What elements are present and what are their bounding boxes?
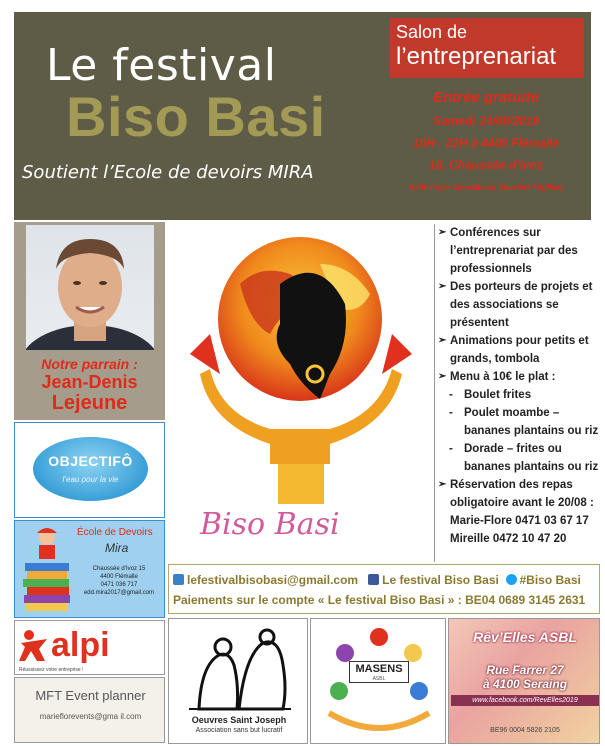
parrain-panel [14,222,165,420]
event-venue: Salle Foyer Don Bosco (derrière l’église) [409,183,563,192]
parrain-label: Notre parrain : [41,356,138,372]
parrain-photo [26,225,154,350]
contact-facebook[interactable]: Le festival Biso Basi [382,573,499,587]
objectif-name: OBJECTIFÔ [48,453,133,469]
contact-line [173,573,581,587]
revelles-facebook[interactable]: www.facebook.com/RevElles2019 [451,695,599,706]
ecole-address-line: Chaussée d’Ivoz 15 [92,566,146,572]
saint-joseph-sub: Association sans but lucratif [195,727,283,734]
revelles-account: BE96 0004 5826 2105 [490,727,560,734]
ecole-address-line: 0471 036 717 [100,582,138,588]
ecole-logo [14,520,165,618]
mft-name: MFT Event planner [35,688,146,703]
program-item: ➢ Des porteurs de projets et des associations se présentent [438,278,600,332]
revelles-title: Rêv’Elles ASBL [473,629,577,645]
alpi-slogan: Réussissez votre entreprise ! [19,667,84,673]
email-icon [173,574,184,585]
salon-line1: Salon de [396,22,468,42]
festival-title-line2: Biso Basi [66,85,326,148]
ecole-address [75,565,163,597]
menu-item: - Boulet frites [438,386,600,404]
mft-box [14,677,165,743]
ecole-name: Mira [105,541,129,555]
program-item: ➢ Menu à 10€ le plat : [438,368,600,386]
event-info [370,88,602,194]
contact-email[interactable]: lefestivalbisobasi@gmail.com [187,573,359,587]
revelles-address-line2: à 4100 Seraing [482,677,568,691]
biso-basi-logo [170,224,432,562]
mft-email: marieflorevents@gma il.com [39,712,142,721]
ecole-address-line: edd.mira2017@gmail.com [83,590,155,596]
alpi-wordmark: alpi [51,626,110,664]
alpi-logo [14,620,165,675]
masens-sub: ASBL [372,676,386,682]
revelles-address-line1: Rue Farrer 27 [486,663,564,677]
menu-item: - Poulet moambe – bananes plantains ou riz [438,404,600,440]
facebook-icon [368,574,379,585]
reservation-contact: Mireille 0472 10 47 20 [450,533,567,545]
ecole-title: École de Devoirs [77,527,153,538]
water-drop-icon [33,437,148,501]
masens-name: MASENS [355,663,403,675]
reservation-contact: Marie-Flore 0471 03 67 17 [450,515,589,527]
event-address: 15, Chaussée d’Ivoz [428,158,544,172]
saint-joseph-name: Oeuvres Saint Joseph [191,715,287,725]
parrain-last-name: Lejeune [51,392,128,414]
holy-family-icon [179,625,299,713]
salon-badge [390,18,584,78]
parrain-first-name: Jean-Denis [41,372,138,392]
contact-twitter[interactable]: #Biso Basi [519,573,581,587]
program-item: ➢ Animations pour petits et grands, tombola [438,332,600,368]
festival-title-line1: Le festival [46,40,277,91]
books-stack-icon [21,527,73,613]
saint-joseph-logo [168,618,308,744]
twitter-icon [506,574,517,585]
revelles-logo [448,618,600,744]
entry-free: Entrée gratuite [433,89,539,106]
masens-badge [349,661,409,683]
payment-info: Paiements sur le compte « Le festival Biso Basi » : BE04 0689 3145 2631 [173,593,586,607]
ecole-address-line: 4400 Flémalle [100,574,138,580]
reservation-note: ➢ Réservation des repas obligatoire avant le 20/08 : [438,476,600,512]
event-date: Samedi 24/08/2019 [432,114,540,128]
masens-logo [310,618,446,744]
menu-item: - Dorade – frites ou bananes plantains ou riz [438,440,600,476]
objectif-subtitle: l’eau pour la vie [62,475,119,484]
event-hours: 10H - 22H à 4400 Flémalle [412,136,560,150]
objectif-logo [14,422,165,518]
festival-tagline: Soutient l’Ecole de devoirs MIRA [22,162,314,183]
alpi-figure-icon [19,629,49,663]
contact-strip [168,564,600,614]
logo-script-text: Biso Basi [200,507,340,542]
program-item: ➢ Conférences sur l’entreprenariat par des professionnels [438,224,600,278]
program-list [434,224,600,562]
globe-hands-logo-icon [170,224,432,562]
salon-line2: l’entreprenariat [396,43,557,70]
